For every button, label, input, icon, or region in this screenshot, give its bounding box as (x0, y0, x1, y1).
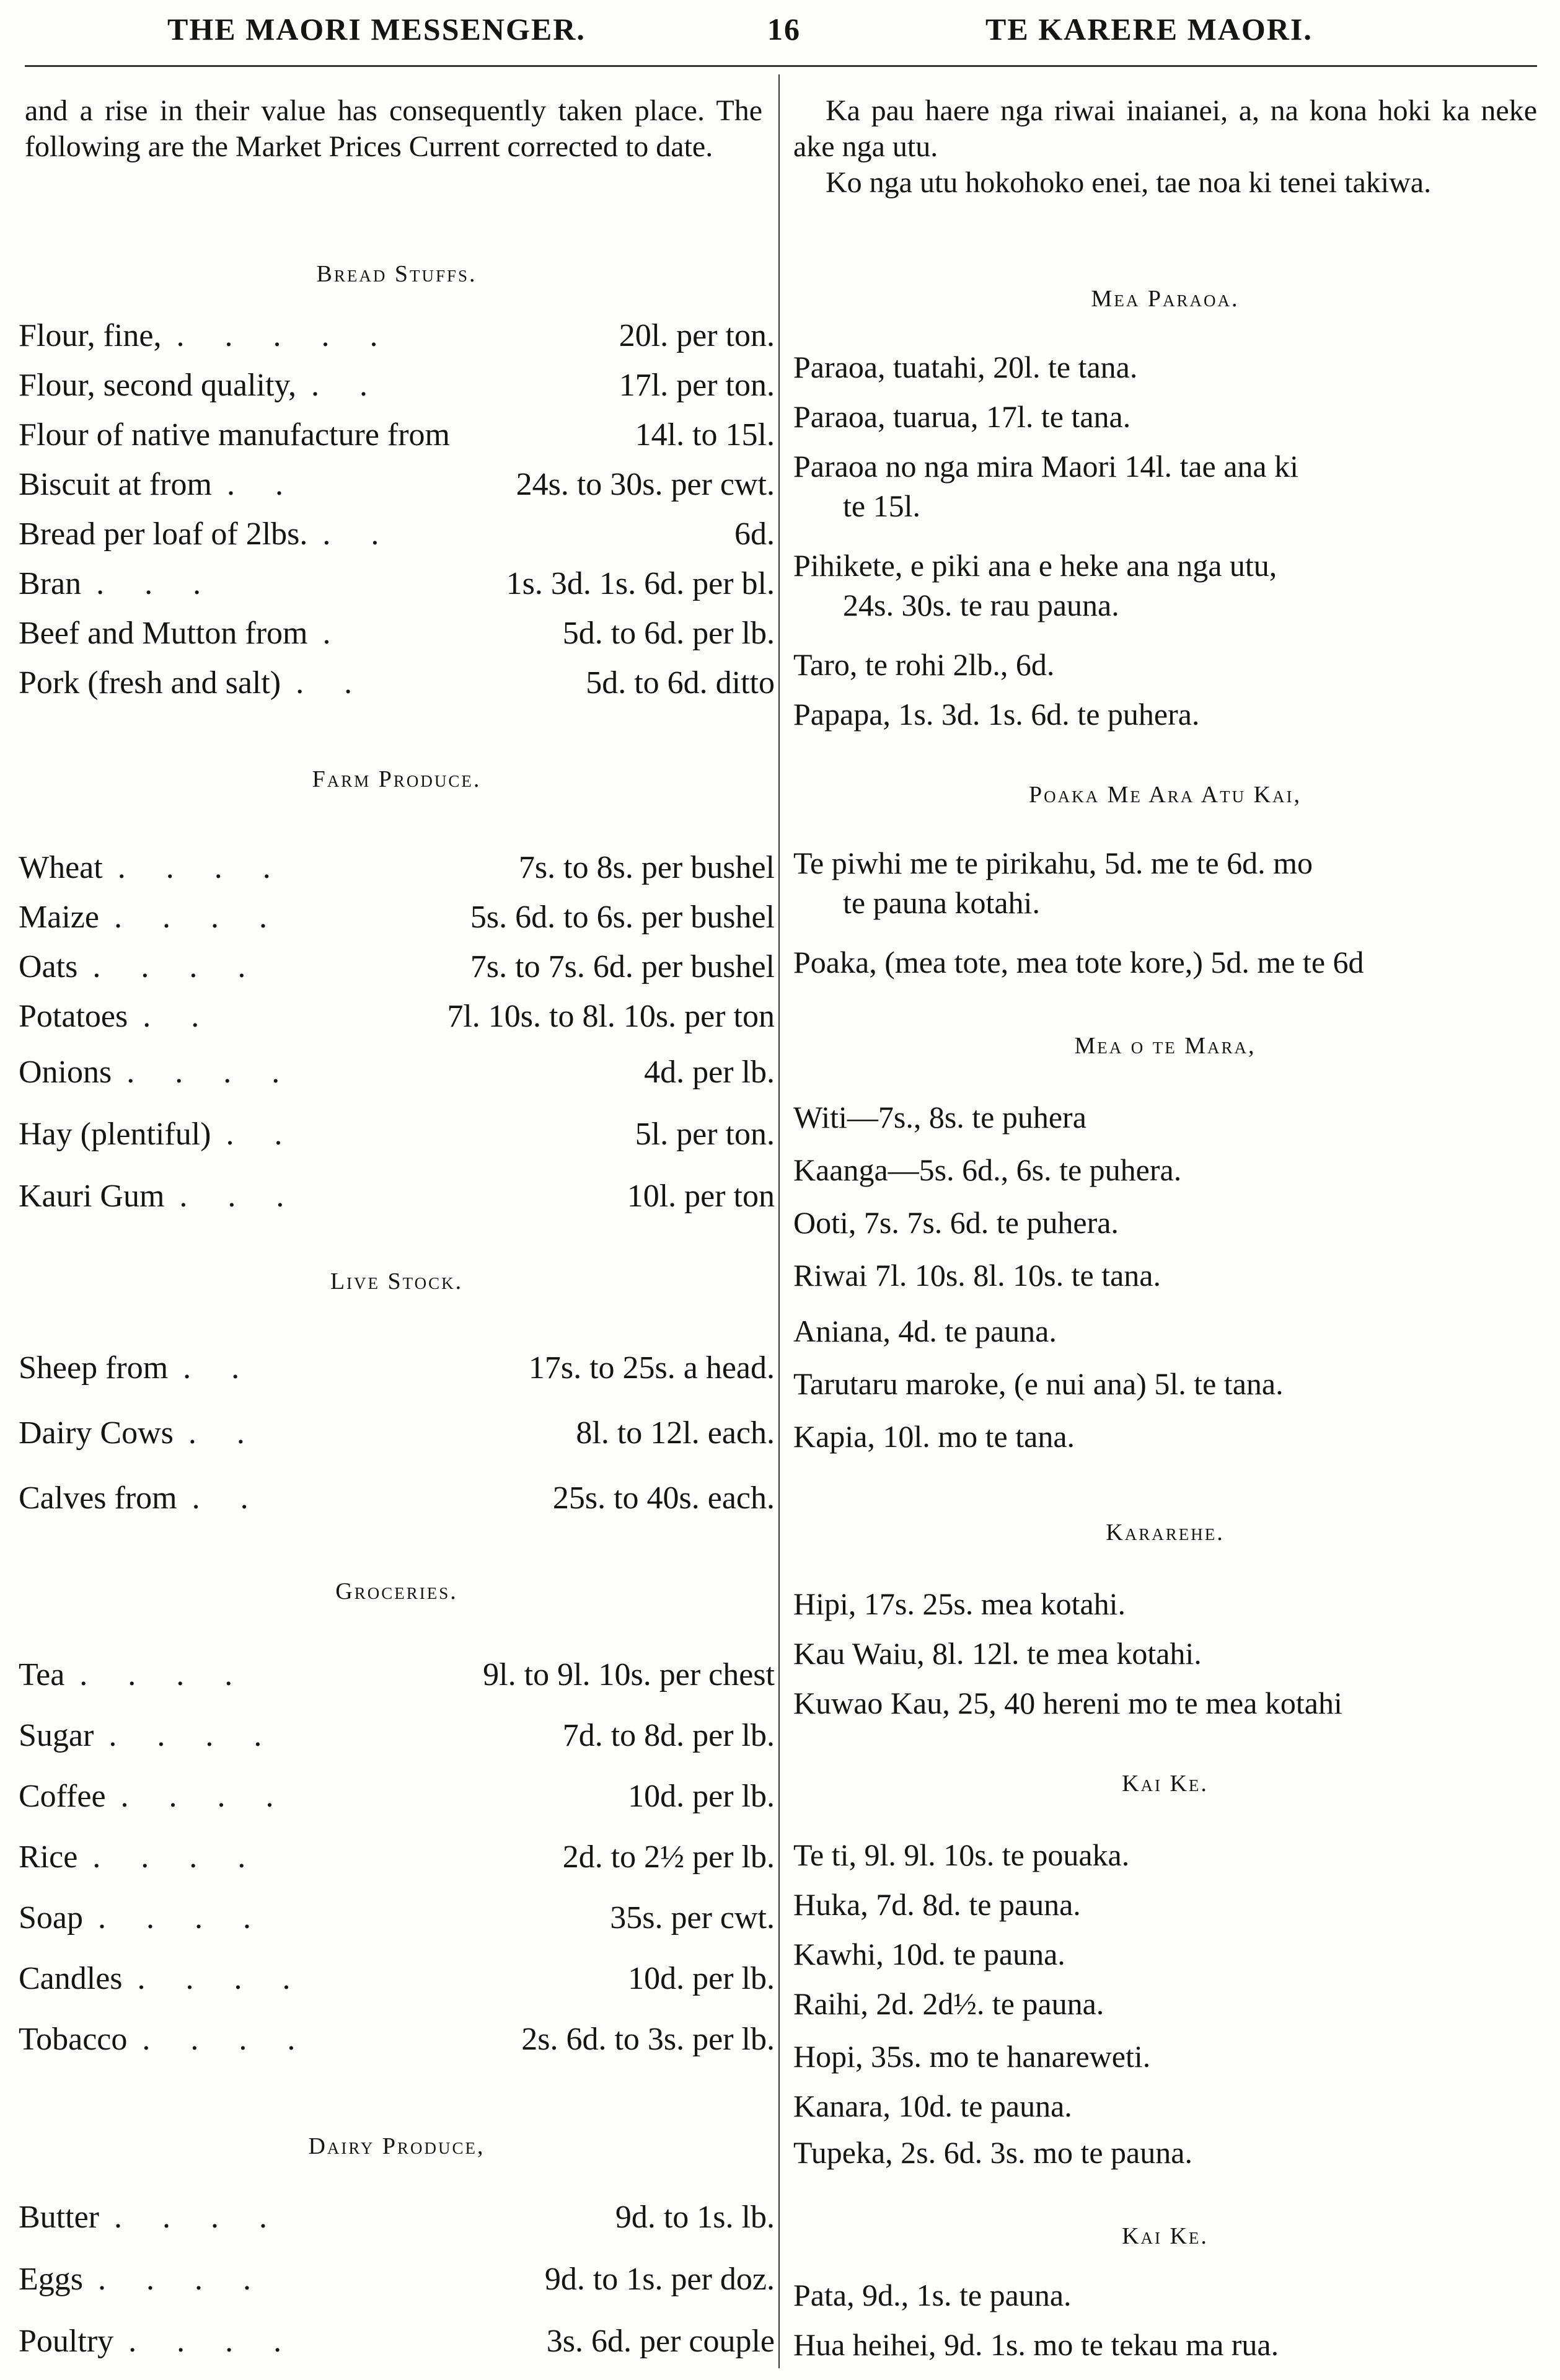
price-row (793, 843, 1313, 922)
intro-paragraph: and a rise in their value has consequently taken place. The following are the Market Prices Current corrected to date. (25, 94, 762, 163)
price-row (19, 1716, 775, 1756)
leader-dots: . . (143, 999, 216, 1034)
price-row (793, 1934, 1065, 1974)
price-row (19, 2198, 775, 2237)
section-mea-paraoa: Mea Paraoa. (1091, 286, 1240, 312)
price-row (793, 1835, 1129, 1875)
item-label: Tobacco (19, 2022, 128, 2057)
section-poaka: Poaka Me Ara Atu Kai, (1028, 782, 1302, 808)
item-price: 25s. to 40s. each. (552, 1480, 775, 1516)
price-row (19, 1655, 775, 1695)
section-farm-produce: Farm Produce. (312, 766, 482, 792)
price-row (19, 1053, 775, 1092)
price-row (19, 898, 775, 937)
price-row (793, 1984, 1104, 2024)
price-row (793, 1634, 1202, 1673)
item-label: Calves from (19, 1480, 177, 1516)
item-label: Maize (19, 900, 99, 935)
item-price: 5s. 6d. to 6s. per bushel (470, 900, 775, 935)
item-label: Candles (19, 1961, 123, 1996)
item-price: 7s. to 8s. per bushel (518, 850, 775, 885)
item-price: 1s. 3d. 1s. 6d. per bl. (506, 566, 775, 601)
item-text-continued: te pauna kotahi. (843, 885, 1040, 920)
item-text: Huka, 7d. 8d. te pauna. (793, 1887, 1081, 1922)
price-row (793, 347, 1137, 387)
item-text: Hipi, 17s. 25s. mea kotahi. (793, 1586, 1126, 1621)
price-row (19, 663, 775, 703)
price-row (19, 515, 775, 554)
section-bread-stuffs: Bread Stuffs. (316, 261, 477, 287)
price-row (793, 1097, 1086, 1137)
leader-dots: . . (226, 467, 299, 502)
item-label: Sheep from (19, 1350, 169, 1386)
price-row (793, 942, 1364, 982)
item-text: Witi—7s., 8s. te puhera (793, 1100, 1086, 1135)
price-row (19, 1413, 775, 1453)
price-row (793, 1150, 1181, 1190)
section-mea-o-te-mara: Mea o te Mara, (1074, 1033, 1256, 1059)
item-text: Raihi, 2d. 2d½. te pauna. (793, 1986, 1104, 2021)
price-row (793, 1885, 1081, 1924)
item-label: Flour, fine, (19, 318, 162, 353)
price-row (19, 465, 775, 505)
price-row (19, 2260, 775, 2299)
item-price: 5d. to 6d. ditto (586, 665, 775, 701)
leader-dots: . . (311, 368, 384, 403)
item-text: Paraoa, tuatahi, 20l. te tana. (793, 350, 1138, 384)
section-live-stock: Live Stock. (330, 1268, 464, 1294)
price-row (19, 1898, 775, 1938)
item-price: 3s. 6d. per couple (546, 2324, 775, 2359)
price-row (793, 446, 1298, 526)
price-row (793, 1683, 1342, 1723)
item-price: 7l. 10s. to 8l. 10s. per ton (447, 999, 775, 1034)
price-row (19, 1177, 775, 1216)
item-text: Papapa, 1s. 3d. 1s. 6d. te puhera. (793, 697, 1200, 732)
item-text: Kau Waiu, 8l. 12l. te mea kotahi. (793, 1636, 1202, 1671)
page-number: 16 (767, 12, 801, 46)
item-label: Flour, second quality, (19, 368, 297, 403)
leader-dots: . . . . (142, 2022, 312, 2057)
price-row (793, 2275, 1072, 2315)
price-row (19, 1959, 775, 1999)
price-row (793, 1203, 1119, 1242)
price-row (19, 1348, 775, 1388)
price-row (793, 1364, 1284, 1404)
item-text: Paraoa, tuarua, 17l. te tana. (793, 399, 1131, 434)
price-row (793, 2086, 1072, 2126)
header-title-maori: TE KARERE MAORI. (985, 12, 1313, 46)
item-text: Te ti, 9l. 9l. 10s. te pouaka. (793, 1838, 1130, 1872)
item-price: 8l. to 12l. each. (576, 1415, 775, 1451)
item-text: Kaanga—5s. 6d., 6s. te puhera. (793, 1152, 1182, 1187)
item-label: Beef and Mutton from (19, 616, 308, 651)
item-text: Aniana, 4d. te pauna. (793, 1314, 1057, 1348)
item-label: Hay (plentiful) (19, 1117, 211, 1152)
price-row (19, 2020, 775, 2059)
item-price: 10d. per lb. (628, 1779, 775, 1814)
item-text-continued: 24s. 30s. te rau pauna. (843, 588, 1119, 622)
intro-english (25, 93, 762, 165)
price-row (793, 1311, 1057, 1351)
price-row (793, 1255, 1161, 1295)
item-label: Oats (19, 949, 78, 984)
price-row (793, 397, 1130, 436)
item-label: Potatoes (19, 999, 128, 1034)
item-text: Poaka, (mea tote, mea tote kore,) 5d. me te 6d (793, 945, 1364, 980)
item-price: 20l. per ton. (619, 318, 775, 353)
leader-dots: . . (192, 1480, 265, 1516)
price-row (19, 1115, 775, 1154)
column-divider (778, 74, 780, 2368)
leader-dots: . . . . (98, 1900, 267, 1935)
item-price: 17s. to 25s. a head. (528, 1350, 775, 1386)
item-price: 24s. to 30s. per cwt. (516, 467, 775, 502)
item-price: 5d. to 6d. per lb. (562, 616, 775, 651)
item-label: Tea (19, 1657, 65, 1692)
item-price: 14l. to 15l. (635, 417, 775, 453)
leader-dots: . . (296, 665, 369, 701)
leader-dots: . . (188, 1415, 261, 1451)
price-row (793, 694, 1199, 734)
item-label: Soap (19, 1900, 83, 1935)
item-text: Riwai 7l. 10s. 8l. 10s. te tana. (793, 1258, 1161, 1293)
section-kai-ke-2: Kai Ke. (1122, 2223, 1209, 2249)
intro-maori (793, 93, 1537, 201)
section-kararehe: Kararehe. (1106, 1520, 1225, 1546)
item-label: Dairy Cows (19, 1415, 174, 1451)
item-text: Hua heihei, 9d. 1s. mo te tekau ma rua. (793, 2327, 1279, 2362)
leader-dots: . . . . (92, 949, 262, 984)
price-row (19, 2322, 775, 2361)
item-label: Sugar (19, 1718, 94, 1753)
item-text: Kanara, 10d. te pauna. (793, 2089, 1072, 2123)
item-price: 9d. to 1s. per doz. (544, 2262, 775, 2297)
item-label: Flour of native manufacture from (19, 417, 450, 453)
leader-dots: . . . . (128, 2324, 298, 2359)
leader-dots: . . . . (79, 1657, 249, 1692)
price-row (19, 614, 775, 653)
price-row (19, 947, 775, 987)
price-row (19, 997, 775, 1037)
item-text: Pata, 9d., 1s. te pauna. (793, 2278, 1072, 2312)
item-price: 17l. per ton. (619, 368, 775, 403)
price-row (793, 2037, 1150, 2076)
item-price: 35s. per cwt. (610, 1900, 775, 1935)
leader-dots: . . . . (98, 2262, 267, 2297)
price-row (19, 1777, 775, 1816)
leader-dots: . . . (179, 1179, 301, 1214)
price-row (793, 546, 1277, 625)
item-price: 5l. per ton. (635, 1117, 775, 1152)
item-text-continued: te 15l. (843, 489, 920, 523)
price-row (793, 1584, 1126, 1624)
leader-dots: . . . . (117, 850, 287, 885)
item-label: Biscuit at from (19, 467, 212, 502)
leader-dots: . (322, 616, 347, 651)
item-label: Eggs (19, 2262, 83, 2297)
price-row (793, 2325, 1279, 2365)
leader-dots: . . . . . (176, 318, 394, 353)
leader-dots: . . . . (120, 1779, 290, 1814)
item-text: Kuwao Kau, 25, 40 hereni mo te mea kotahi (793, 1686, 1342, 1720)
item-price: 2s. 6d. to 3s. per lb. (521, 2022, 775, 2057)
item-label: Poultry (19, 2324, 114, 2359)
leader-dots: . . . (96, 566, 218, 601)
leader-dots: . . (322, 516, 395, 552)
price-row (19, 1838, 775, 1877)
item-label: Wheat (19, 850, 103, 885)
header-title-english: THE MAORI MESSENGER. (167, 12, 586, 46)
item-price: 7s. to 7s. 6d. per bushel (470, 949, 775, 984)
price-row (793, 645, 1054, 684)
item-text: Hopi, 35s. mo te hanareweti. (793, 2039, 1151, 2074)
item-price: 7d. to 8d. per lb. (562, 1718, 775, 1753)
item-price: 10l. per ton (627, 1179, 775, 1214)
item-text: Tarutaru maroke, (e nui ana) 5l. te tana. (793, 1366, 1284, 1401)
price-row (19, 848, 775, 888)
leader-dots: . . (226, 1117, 299, 1152)
item-text: Tupeka, 2s. 6d. 3s. mo te pauna. (793, 2135, 1192, 2170)
item-price: 4d. per lb. (644, 1055, 775, 1090)
price-row (19, 316, 775, 356)
leader-dots: . . . . (137, 1961, 307, 1996)
item-label: Bread per loaf of 2lbs. (19, 516, 308, 552)
item-text: Kapia, 10l. mo te tana. (793, 1419, 1075, 1454)
intro-paragraph: Ko nga utu hokohoko enei, tae noa ki tenei takiwa. (826, 166, 1432, 199)
item-text: Pihikete, e piki ana e heke ana nga utu, (793, 548, 1277, 583)
price-row (793, 1417, 1075, 1456)
leader-dots: . . (183, 1350, 256, 1386)
section-dairy-produce: Dairy Produce, (308, 2133, 485, 2159)
item-price: 10d. per lb. (628, 1961, 775, 1996)
item-label: Kauri Gum (19, 1179, 165, 1214)
leader-dots: . . . . (113, 900, 283, 935)
section-kai-ke: Kai Ke. (1122, 1771, 1209, 1797)
item-label: Pork (fresh and salt) (19, 665, 281, 701)
leader-dots: . . . . (92, 1839, 262, 1875)
item-price: 2d. to 2½ per lb. (562, 1839, 775, 1875)
item-text: Ooti, 7s. 7s. 6d. te puhera. (793, 1205, 1119, 1240)
leader-dots: . . . . (126, 1055, 296, 1090)
item-label: Coffee (19, 1779, 106, 1814)
leader-dots: . . . . (108, 1718, 278, 1753)
item-label: Butter (19, 2200, 99, 2235)
item-text: Kawhi, 10d. te pauna. (793, 1937, 1065, 1971)
price-row (19, 564, 775, 604)
intro-paragraph: Ka pau haere nga riwai inaianei, a, na kona hoki ka neke ake nga utu. (793, 94, 1537, 163)
price-row (19, 1479, 775, 1518)
item-label: Onions (19, 1055, 112, 1090)
item-text: Paraoa no nga mira Maori 14l. tae ana ki (793, 449, 1298, 484)
item-label: Bran (19, 566, 82, 601)
price-row (793, 2133, 1192, 2172)
header-rule (25, 65, 1537, 67)
leader-dots: . . . . (113, 2200, 283, 2235)
item-text: Te piwhi me te pirikahu, 5d. me te 6d. mo (793, 846, 1313, 880)
item-label: Rice (19, 1839, 78, 1875)
item-price: 9d. to 1s. lb. (615, 2200, 775, 2235)
item-price: 6d. (734, 516, 775, 552)
price-row (19, 366, 775, 405)
section-groceries: Groceries. (335, 1578, 458, 1604)
price-row (19, 415, 775, 455)
item-text: Taro, te rohi 2lb., 6d. (793, 647, 1055, 682)
item-price: 9l. to 9l. 10s. per chest (483, 1657, 775, 1692)
